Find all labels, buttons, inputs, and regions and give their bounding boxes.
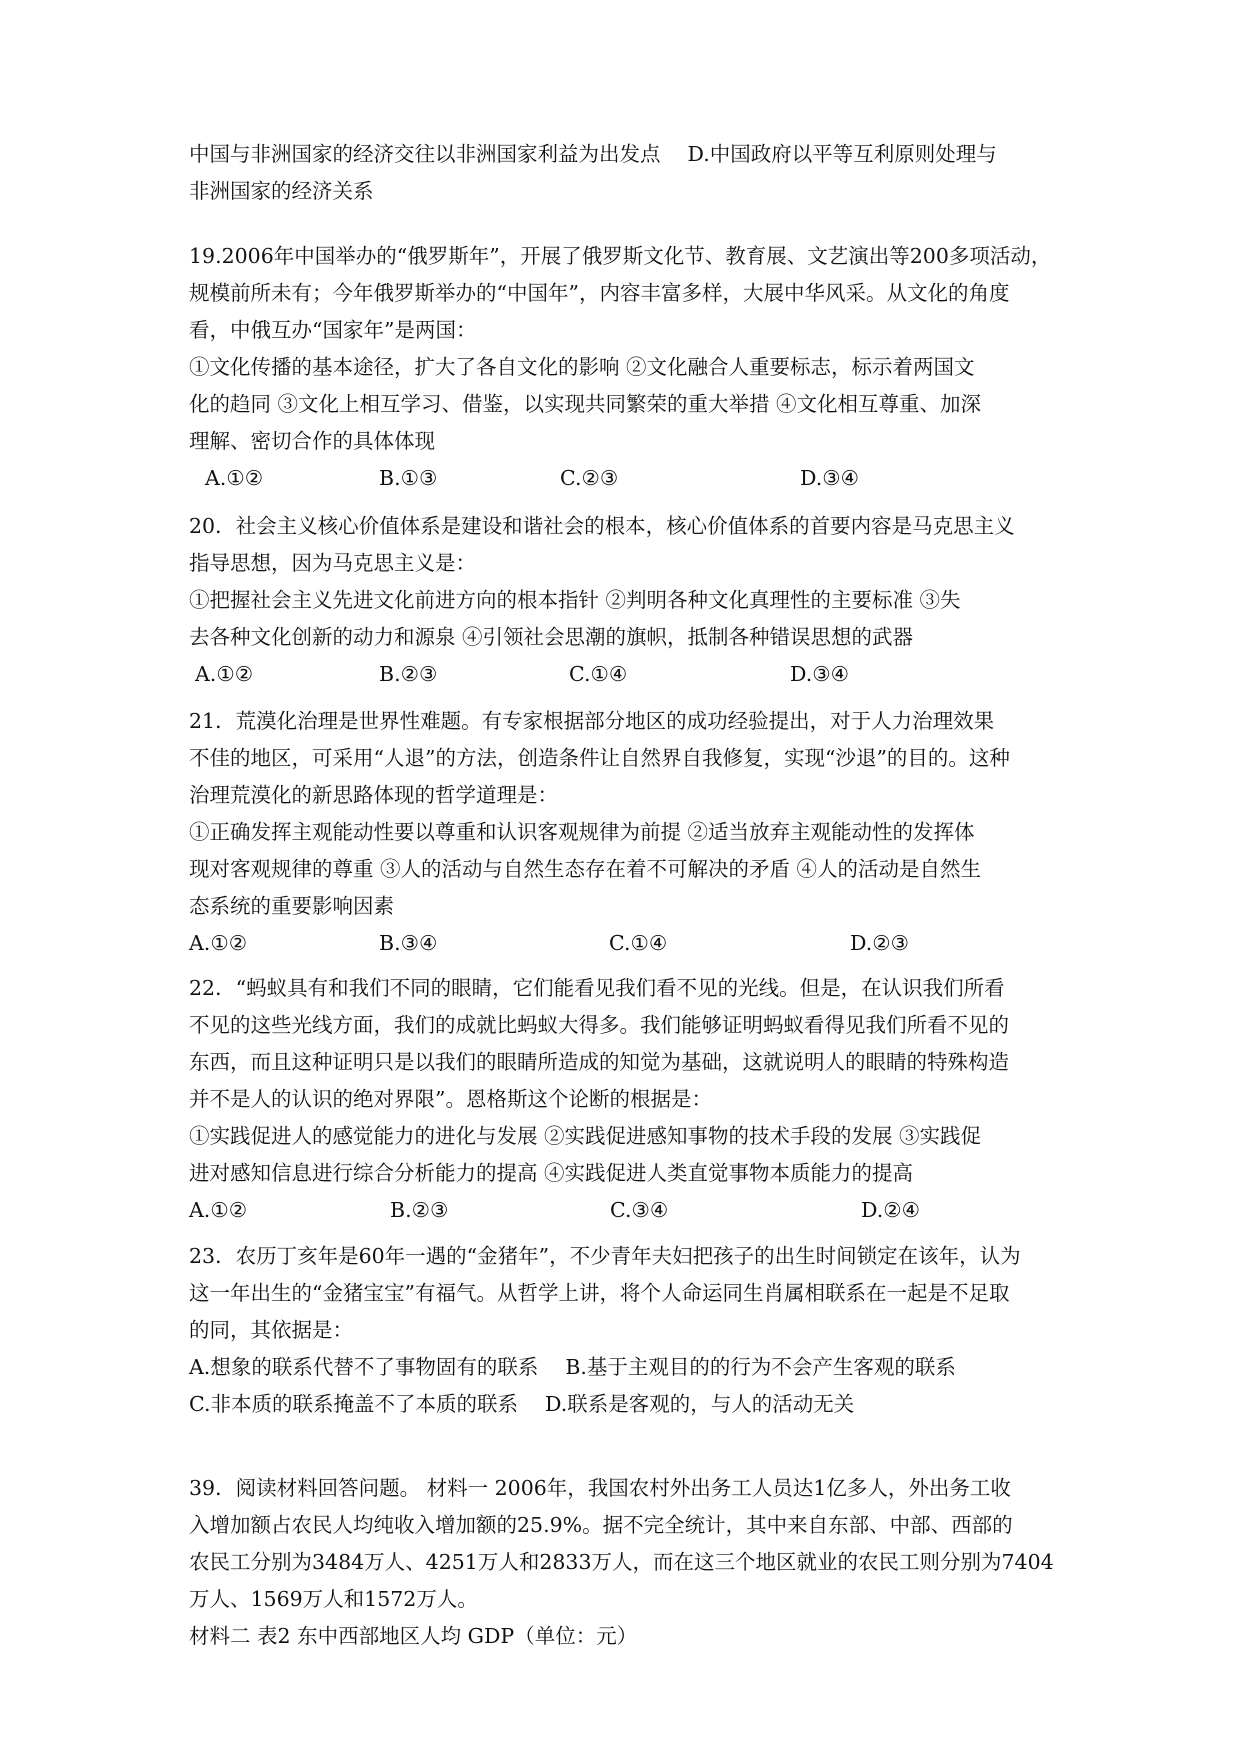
question-stem-line: 东西，而且这种证明只是以我们的眼睛所造成的知觉为基础，这就说明人的眼睛的特殊构造 bbox=[189, 1050, 1009, 1074]
question-stem-line: 22．“蚂蚁具有和我们不同的眼睛，它们能看见我们看不见的光线。但是，在认识我们所看 bbox=[189, 976, 1005, 1000]
question-stem-line: 这一年出生的“金猪宝宝”有福气。从哲学上讲，将个人命运同生肖属相联系在一起是不足取 bbox=[189, 1281, 1010, 1305]
question-20 bbox=[189, 508, 1059, 693]
material-line: 农民工分别为3484万人、4251万人和2833万人，而在这三个地区就业的农民工则分别为7404 bbox=[189, 1550, 1054, 1574]
question-39 bbox=[189, 1470, 1059, 1655]
statement-line: ①实践促进人的感觉能力的进化与发展 ②实践促进感知事物的技术手段的发展 ③实践促 bbox=[189, 1124, 982, 1148]
material-line: 入增加额占农民人均纯收入增加额的25.9%。据不完全统计，其中来自东部、中部、西部的 bbox=[189, 1513, 1013, 1537]
option-c: C.②③ bbox=[560, 466, 619, 490]
question-stem-line: 21．荒漠化治理是世界性难题。有专家根据部分地区的成功经验提出，对于人力治理效果 bbox=[189, 709, 995, 733]
text-line: 非洲国家的经济关系 bbox=[189, 179, 374, 203]
option-a: A.①② bbox=[189, 931, 248, 955]
option-c: C.①④ bbox=[569, 662, 628, 686]
answer-options bbox=[189, 460, 1059, 497]
question-23 bbox=[189, 1238, 1059, 1423]
option-line: A.想象的联系代替不了事物固有的联系 B.基于主观目的的行为不会产生客观的联系 bbox=[189, 1355, 956, 1379]
option-a: A.①② bbox=[205, 466, 264, 490]
question-stem-line: 20．社会主义核心价值体系是建设和谐社会的根本，核心价值体系的首要内容是马克思主义 bbox=[189, 514, 1015, 538]
option-b: B.②③ bbox=[390, 1198, 449, 1222]
question-22 bbox=[189, 970, 1059, 1229]
question-stem-line: 不佳的地区，可采用“人退”的方法，创造条件让自然界自我修复，实现“沙退”的目的。这种 bbox=[189, 746, 1010, 770]
text-line: 中国与非洲国家的经济交往以非洲国家利益为出发点 D.中国政府以平等互利原则处理与 bbox=[189, 142, 997, 166]
option-a: A.①② bbox=[189, 1198, 248, 1222]
option-b: B.①③ bbox=[379, 466, 438, 490]
option-d: D.③④ bbox=[790, 662, 849, 686]
question-stem-line: 治理荒漠化的新思路体现的哲学道理是： bbox=[189, 783, 558, 807]
question-stem-line: 19.2006年中国举办的“俄罗斯年”，开展了俄罗斯文化节、教育展、文艺演出等200多项活动， bbox=[189, 244, 1052, 268]
option-line: C.非本质的联系掩盖不了本质的联系 D.联系是客观的，与人的活动无关 bbox=[189, 1392, 855, 1416]
statement-line: 态系统的重要影响因素 bbox=[189, 894, 394, 918]
table-caption: 材料二 表2 东中西部地区人均 GDP（单位：元） bbox=[189, 1624, 638, 1648]
material-line: 39．阅读材料回答问题。 材料一 2006年，我国农村外出务工人员达1亿多人，外出务工收 bbox=[189, 1476, 1011, 1500]
statement-line: 现对客观规律的尊重 ③人的活动与自然生态存在着不可解决的矛盾 ④人的活动是自然生 bbox=[189, 857, 982, 881]
statement-line: ①文化传播的基本途径，扩大了各自文化的影响 ②文化融合人重要标志，标示着两国文 bbox=[189, 355, 975, 379]
question-stem-line: 并不是人的认识的绝对界限”。恩格斯这个论断的根据是： bbox=[189, 1087, 712, 1111]
material-line: 万人、1569万人和1572万人。 bbox=[189, 1587, 478, 1611]
answer-options bbox=[189, 656, 1059, 693]
statement-line: 去各种文化创新的动力和源泉 ④引领社会思潮的旗帜，抵制各种错误思想的武器 bbox=[189, 625, 914, 649]
statement-line: 进对感知信息进行综合分析能力的提高 ④实践促进人类直觉事物本质能力的提高 bbox=[189, 1161, 914, 1185]
question-stem-line: 指导思想，因为马克思主义是： bbox=[189, 551, 476, 575]
question-18-tail bbox=[189, 136, 1059, 210]
option-d: D.②③ bbox=[850, 931, 909, 955]
question-stem-line: 看，中俄互办“国家年”是两国： bbox=[189, 318, 477, 342]
option-b: B.②③ bbox=[379, 662, 438, 686]
option-c: C.①④ bbox=[609, 931, 668, 955]
option-a: A.①② bbox=[195, 662, 254, 686]
option-b: B.③④ bbox=[379, 931, 438, 955]
question-stem-line: 不见的这些光线方面，我们的成就比蚂蚁大得多。我们能够证明蚂蚁看得见我们所看不见的 bbox=[189, 1013, 1009, 1037]
option-c: C.③④ bbox=[610, 1198, 669, 1222]
statement-line: 理解、密切合作的具体体现 bbox=[189, 429, 435, 453]
question-19 bbox=[189, 238, 1059, 497]
statement-line: 化的趋同 ③文化上相互学习、借鉴，以实现共同繁荣的重大举措 ④文化相互尊重、加深 bbox=[189, 392, 982, 416]
statement-line: ①正确发挥主观能动性要以尊重和认识客观规律为前提 ②适当放弃主观能动性的发挥体 bbox=[189, 820, 975, 844]
question-stem-line: 的同，其依据是： bbox=[189, 1318, 353, 1342]
question-stem-line: 23．农历丁亥年是60年一遇的“金猪年”，不少青年夫妇把孩子的出生时间锁定在该年，认为 bbox=[189, 1244, 1021, 1268]
question-21 bbox=[189, 703, 1059, 962]
answer-options bbox=[189, 1192, 1059, 1229]
question-stem-line: 规模前所未有；今年俄罗斯举办的“中国年”，内容丰富多样，大展中华风采。从文化的角度 bbox=[189, 281, 1010, 305]
option-d: D.②④ bbox=[861, 1198, 920, 1222]
option-d: D.③④ bbox=[800, 466, 859, 490]
statement-line: ①把握社会主义先进文化前进方向的根本指针 ②判明各种文化真理性的主要标准 ③失 bbox=[189, 588, 961, 612]
answer-options bbox=[189, 925, 1059, 962]
